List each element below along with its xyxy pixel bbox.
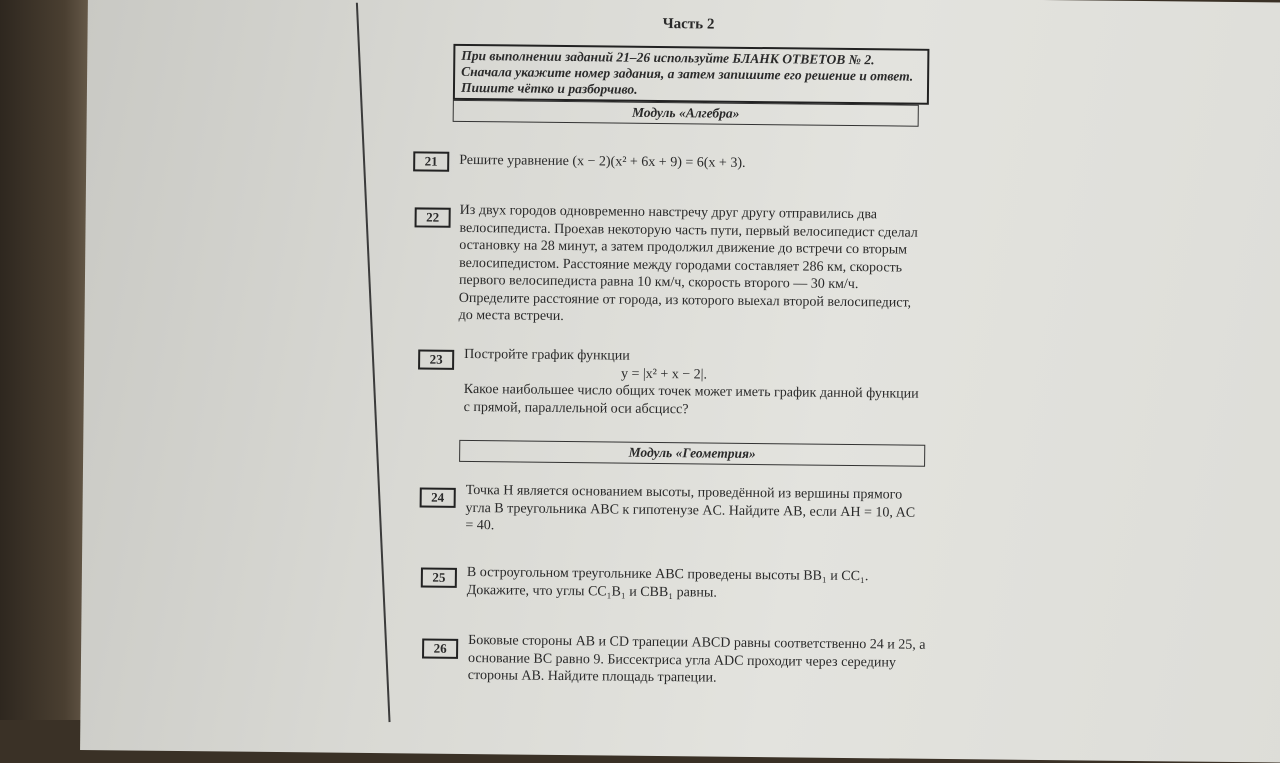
part-title: Часть 2 [662, 16, 715, 33]
task-25-text: В остроугольном треугольнике ABC проведены высоты BB₁ и CC₁. Докажите, что углы CC₁B₁ и CBB₁ равны. [466, 565, 869, 601]
task-number-21: 21 [413, 151, 449, 171]
task-number-26: 26 [422, 639, 458, 659]
task-number-23: 23 [418, 349, 454, 369]
module-algebra-header: Модуль «Алгебра» [453, 100, 919, 127]
task-21-text: Решите уравнение (x − 2)(x² + 6x + 9) = 6(x + 3). [459, 152, 746, 171]
module-geometry-header: Модуль «Геометрия» [459, 440, 925, 467]
task-23-block [464, 346, 925, 421]
task-23-text: Постройте график функции [464, 346, 630, 364]
task-26-text: Боковые стороны AB и CD трапеции ABCD равны соответственно 24 и 25, а основание BC равно 9. Биссектриса угла ADC проходит через середину стороны AB. Найдите площадь трапеции. [467, 633, 926, 686]
task-number-25: 25 [421, 568, 457, 588]
exam-content [80, 0, 1280, 763]
task-22-text: Из двух городов одновременно навстречу друг другу отправились два велосипедиста. Проехав некоторую часть пути, первый велосипедист сделал остановку на 28 минут, а затем продолжил движение до встречи со вторым велосипедистом. Расстояние между городами составляет 286 км, скорость первого велосипедиста равна 10 км/ч, скорость второго — 30 км/ч. Определите расстояние от города, из которого выехал второй велосипедист, до места встречи. [458, 202, 918, 325]
task-number-24: 24 [420, 488, 456, 508]
exam-sheet [80, 0, 1280, 763]
task-number-22: 22 [415, 207, 451, 227]
desk-background [0, 0, 92, 720]
task-24-text: Точка H является основанием высоты, проведённой из вершины прямого угла B треугольника ABC к гипотенузе AC. Найдите AB, если AH = 10, AC = 40. [465, 482, 916, 534]
instructions-box: При выполнении заданий 21–26 используйте БЛАНК ОТВЕТОВ № 2. Сначала укажите номер задания, а затем запишите его решение и ответ. Пишите чётко и разборчиво. [453, 44, 930, 105]
task-23-formula: y = |x² + x − 2|. [620, 366, 708, 383]
task-23-question: Какое наибольшее число общих точек может иметь график данной функции с прямой, параллельной оси абсцисс? [463, 381, 919, 417]
